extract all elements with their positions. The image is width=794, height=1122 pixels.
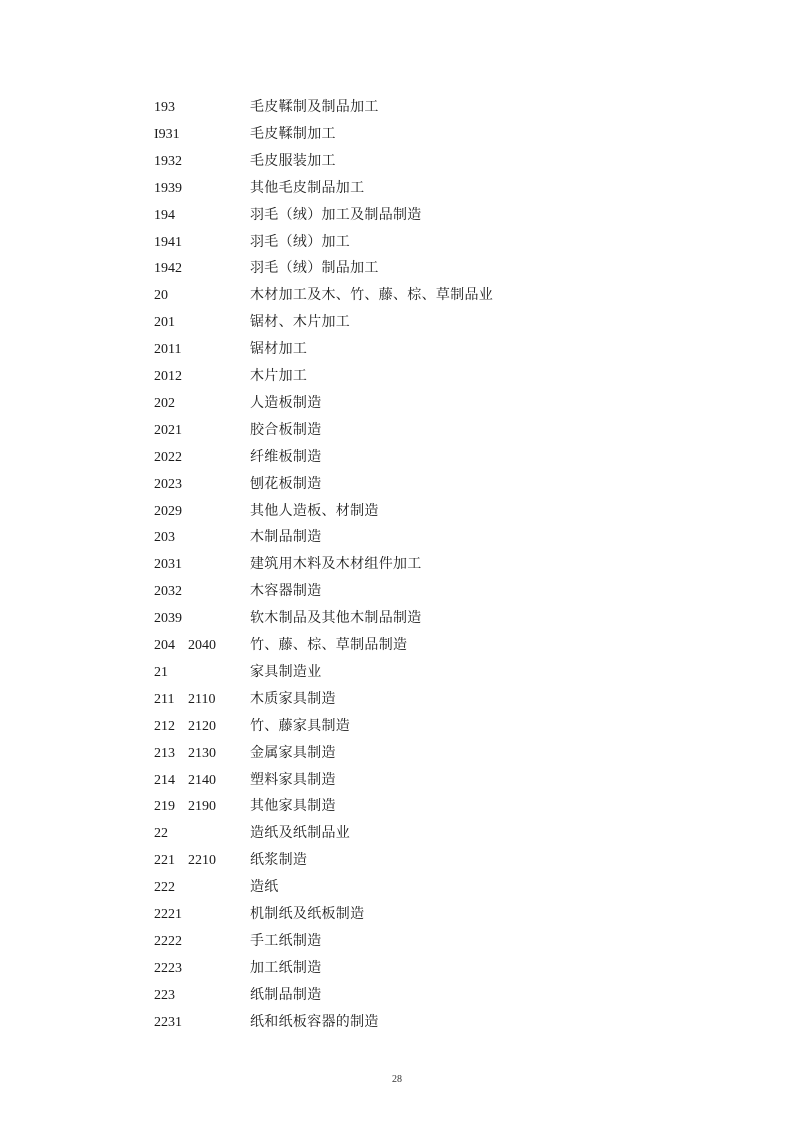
industry-name: 木质家具制造	[250, 690, 336, 707]
industry-code: 2223	[154, 960, 182, 976]
list-item	[0, 309, 794, 336]
list-item	[0, 390, 794, 417]
industry-code: 221	[154, 853, 175, 869]
industry-subcode: 2120	[188, 718, 216, 734]
industry-code: 203	[154, 530, 175, 546]
industry-subcode: 2130	[188, 745, 216, 761]
industry-code: 194	[154, 207, 175, 223]
list-item	[0, 955, 794, 982]
industry-name: 机制纸及纸板制造	[250, 906, 365, 922]
industry-name: 羽毛（绒）加工及制品制造	[250, 206, 422, 223]
list-item	[0, 901, 794, 928]
list-item	[0, 1009, 794, 1036]
industry-name: 手工纸制造	[250, 932, 322, 949]
list-item	[0, 632, 794, 659]
industry-name: 羽毛（绒）加工	[250, 233, 351, 250]
list-item	[0, 471, 794, 498]
list-item	[0, 229, 794, 256]
industry-name: 竹、藤、棕、草制品制造	[250, 637, 408, 653]
list-item	[0, 524, 794, 551]
list-item	[0, 686, 794, 713]
industry-code: 222	[154, 880, 175, 896]
industry-name: 软木制品及其他木制品制造	[250, 610, 422, 627]
industry-name: 加工纸制造	[250, 959, 322, 976]
industry-code: 2221	[154, 907, 182, 922]
industry-code: 212	[154, 718, 175, 734]
list-item	[0, 498, 794, 525]
list-item	[0, 793, 794, 820]
industry-code: 1941	[154, 234, 182, 250]
list-item	[0, 255, 794, 282]
list-item	[0, 820, 794, 847]
industry-code: 1932	[154, 153, 182, 169]
industry-code: 2011	[154, 342, 182, 358]
industry-subcode: 2140	[188, 772, 216, 788]
industry-subcode: 2110	[188, 691, 216, 707]
industry-name: 锯材、木片加工	[250, 314, 351, 331]
list-item	[0, 578, 794, 605]
industry-code: 2222	[154, 933, 182, 949]
industry-name: 毛皮服装加工	[250, 152, 336, 169]
list-item	[0, 982, 794, 1009]
page-number: 28	[392, 1074, 402, 1085]
industry-code: 211	[154, 691, 175, 707]
industry-code: I931	[154, 126, 180, 142]
industry-name: 羽毛（绒）制品加工	[250, 260, 379, 277]
industry-name: 刨花板制造	[250, 475, 322, 492]
industry-code: 1939	[154, 180, 182, 196]
list-item	[0, 847, 794, 874]
industry-code: 213	[154, 745, 175, 761]
list-item	[0, 336, 794, 363]
list-item	[0, 121, 794, 148]
industry-code: 223	[154, 987, 175, 1003]
industry-code: 2029	[154, 503, 182, 519]
industry-code: 1942	[154, 261, 182, 277]
industry-name: 木片加工	[250, 368, 308, 384]
industry-subcode: 2190	[188, 799, 216, 815]
industry-code: 204	[154, 638, 175, 653]
list-item	[0, 740, 794, 767]
industry-name: 人造板制造	[250, 394, 322, 411]
industry-name: 塑料家具制造	[250, 771, 336, 788]
list-item	[0, 94, 794, 121]
industry-code: 219	[154, 799, 175, 815]
industry-name: 木材加工及木、竹、藤、棕、草制品业	[250, 287, 494, 304]
industry-code: 22	[154, 826, 168, 842]
industry-name: 毛皮鞣制及制品加工	[250, 99, 379, 115]
list-item	[0, 444, 794, 471]
industry-subcode: 2210	[188, 853, 216, 869]
industry-name: 造纸	[250, 879, 279, 896]
industry-code: 2032	[154, 584, 182, 600]
list-item	[0, 175, 794, 202]
list-item	[0, 928, 794, 955]
industry-name: 纸制品制造	[250, 986, 322, 1003]
industry-name: 纸和纸板容器的制造	[250, 1013, 379, 1030]
list-item	[0, 551, 794, 578]
list-item	[0, 605, 794, 632]
industry-subcode: 2040	[188, 638, 216, 653]
industry-code: 201	[154, 315, 175, 331]
industry-name: 竹、藤家具制造	[250, 717, 351, 734]
industry-code: 202	[154, 395, 175, 411]
industry-name: 建筑用木料及木材组件加工	[250, 556, 422, 573]
industry-name: 纸浆制造	[250, 852, 308, 869]
industry-name: 纤维板制造	[250, 448, 322, 465]
industry-code: 2022	[154, 449, 182, 465]
industry-name: 其他毛皮制品加工	[250, 179, 365, 196]
industry-code: 2231	[154, 1014, 182, 1030]
industry-code: 20	[154, 288, 168, 304]
industry-code: 21	[154, 664, 168, 680]
industry-code: 2031	[154, 557, 182, 573]
list-item	[0, 874, 794, 901]
industry-name: 其他人造板、材制造	[250, 502, 379, 519]
list-item	[0, 767, 794, 794]
industry-code: 2012	[154, 369, 182, 384]
industry-name: 木制品制造	[250, 529, 322, 546]
industry-name: 其他家具制造	[250, 798, 336, 815]
industry-code: 214	[154, 772, 175, 788]
industry-code: 193	[154, 100, 175, 115]
industry-name: 造纸及纸制品业	[250, 825, 351, 842]
list-item	[0, 713, 794, 740]
list-item	[0, 148, 794, 175]
list-item	[0, 202, 794, 229]
list-item	[0, 363, 794, 390]
list-item	[0, 282, 794, 309]
industry-code: 2021	[154, 422, 182, 438]
industry-code: 2023	[154, 476, 182, 492]
list-item	[0, 659, 794, 686]
list-item	[0, 417, 794, 444]
industry-name: 胶合板制造	[250, 421, 322, 438]
industry-name: 锯材加工	[250, 341, 308, 358]
industry-name: 金属家具制造	[250, 744, 336, 761]
industry-code: 2039	[154, 611, 182, 627]
industry-name: 家具制造业	[250, 663, 322, 680]
industry-name: 木容器制造	[250, 583, 322, 600]
industry-name: 毛皮鞣制加工	[250, 125, 336, 142]
